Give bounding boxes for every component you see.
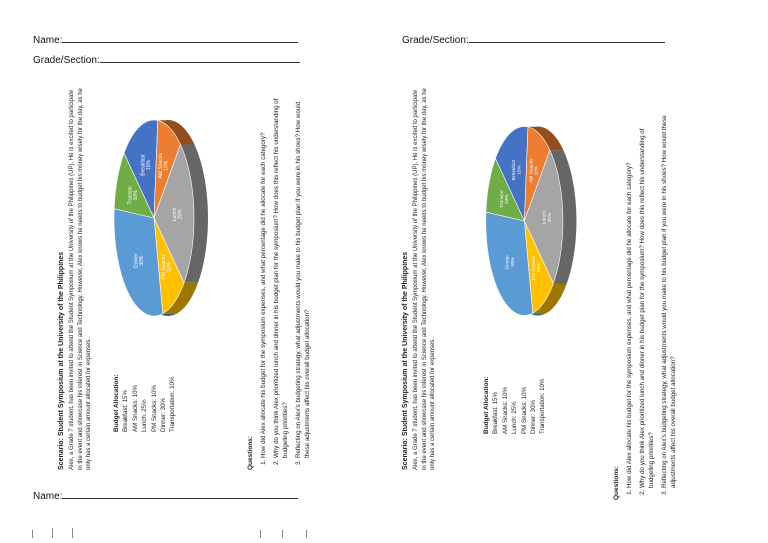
- question-item: 3. Reflecting on Alex's budgeting strategy, what adjustments would you make to his budget plan if you were in his shoes? How would these adjustments affect his overall budget allocation?: [660, 100, 679, 488]
- pie-slice-label: Dinner30%: [505, 255, 516, 270]
- text-fragment: [260, 530, 265, 538]
- pie-slice-label: Breakfast15%: [140, 154, 152, 176]
- name-field-left[interactable]: [33, 33, 298, 46]
- pie-slice-label: PM Snacks10%: [531, 256, 543, 281]
- questions-block: [246, 90, 315, 470]
- pie-slice-label: Lunch25%: [542, 210, 554, 225]
- questions-title: Questions:: [247, 436, 254, 470]
- scenario-title: Scenario: Student Symposium at the University of the Philippines: [58, 251, 65, 470]
- name-label: Name:: [33, 491, 63, 502]
- question-item: 1. How did Alex allocate his budget for the symposium expenses, and what percentage did he allocate for each category?: [625, 100, 634, 488]
- scenario-body: Alex, a Grade 7 student, has been invited to attend the Student Symposium at the University of the Philippines (UP). He is excited to participate in the event and showcase his interest in Science and Technology. However, Alex knows he needs to budget his money wisely for the day, as he only has a certain amount allocated for expenses.: [69, 88, 92, 470]
- grade-field-left[interactable]: [33, 53, 300, 66]
- question-item: 2. Why do you think Alex prioritized lunch and dinner in his budget plan for the symposium? How does this reflect his understanding of budgeting priorities?: [638, 100, 657, 488]
- budget-item: AM Snacks: 10%: [501, 386, 509, 434]
- questions-title: Questions:: [613, 466, 620, 500]
- budget-item: Dinner: 30%: [160, 397, 168, 432]
- budget-item: Breakfast: 15%: [122, 390, 130, 432]
- scenario-title: Scenario: Student Symposium at the University of the Philippines: [402, 251, 409, 470]
- grade-line: [100, 53, 300, 63]
- name-label: Name:: [33, 35, 63, 46]
- pie-slice-label: Lunch25%: [172, 207, 184, 222]
- budget-item: PM Snacks: 10%: [520, 386, 528, 434]
- name-line: [62, 489, 298, 499]
- pie-slice-label: Dinner30%: [133, 253, 146, 269]
- budget-title: Budget Allocation:: [113, 374, 120, 432]
- scenario-block: [402, 88, 438, 470]
- budget-title: Budget Allocation:: [483, 376, 490, 434]
- pie-slice-label: PM Snacks10%: [160, 254, 173, 280]
- text-fragment: [306, 530, 311, 538]
- budget-allocation: [482, 334, 548, 434]
- budget-item: AM Snacks: 10%: [131, 384, 139, 432]
- pie-slice-label: AM Snacks10%: [158, 153, 170, 179]
- grade-line: [469, 33, 665, 43]
- question-item: 3. Reflecting on Alex's budgeting strategy, what adjustments would you make to his budget plan if you were in his shoes? How would these adjustments affect his overall budget allocation?: [294, 90, 313, 458]
- budget-item: Breakfast: 15%: [492, 392, 500, 434]
- text-fragment: [32, 530, 37, 538]
- text-fragment: [72, 528, 77, 538]
- budget-item: Lunch: 25%: [141, 399, 149, 432]
- budget-item: PM Snacks: 10%: [150, 384, 158, 432]
- pie-slice-label: Transpo10%: [127, 186, 140, 205]
- question-item: 2. Why do you think Alex prioritized lunch and dinner in his budget plan for the symposium? How does this reflect his understanding of budgeting priorities?: [272, 90, 291, 458]
- grade-label: Grade/Section:: [33, 55, 100, 66]
- questions-list: [259, 90, 312, 470]
- pie-slice-label: Breakfast15%: [512, 159, 523, 181]
- budget-item: Transportation: 10%: [539, 378, 547, 434]
- text-fragment: [52, 528, 57, 538]
- questions-list: [625, 100, 678, 500]
- question-item: 1. How did Alex allocate his budget for the symposium expenses, and what percentage did he allocate for each category?: [259, 90, 268, 458]
- budget-item: Dinner: 30%: [530, 399, 538, 434]
- grade-field-right[interactable]: [402, 33, 665, 46]
- questions-block: [612, 100, 681, 500]
- budget-allocation: [112, 332, 178, 432]
- budget-pie-chart: [480, 118, 588, 324]
- budget-pie-chart: [108, 112, 220, 324]
- grade-label: Grade/Section:: [402, 35, 469, 46]
- text-fragment: [282, 530, 287, 538]
- scenario-body: Alex, a Grade 7 student, has been invited to attend the Student Symposium at the University of the Philippines (UP). He is excited to participate in the event and showcase his interest in Science and Technology. However, Alex knows he needs to budget his money wisely for the day, as he only has a certain amount allocated for expenses.: [413, 88, 436, 470]
- pie-slice-label: AM Snacks10%: [529, 158, 540, 183]
- scenario-block: [58, 88, 94, 470]
- pie-slice-label: Transpo10%: [499, 190, 511, 208]
- budget-item: Lunch: 25%: [511, 401, 519, 434]
- name-line: [62, 33, 298, 43]
- budget-item: Transportation: 10%: [169, 376, 177, 432]
- name-field-bottom[interactable]: [33, 489, 298, 502]
